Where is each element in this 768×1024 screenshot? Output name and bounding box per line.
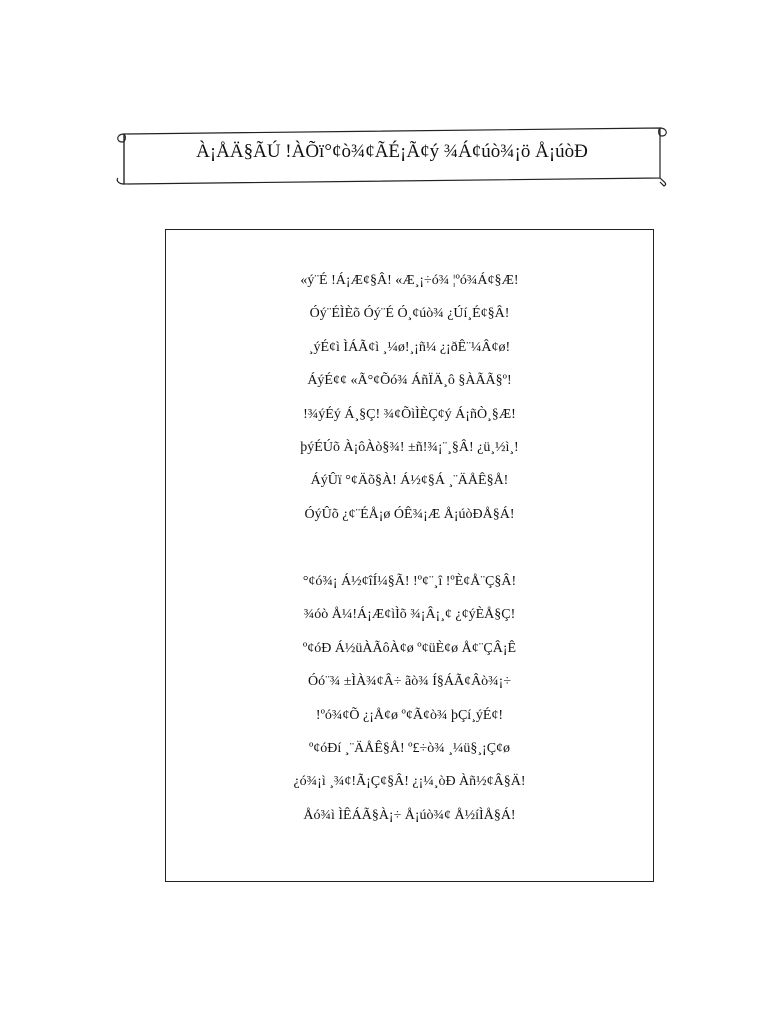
verse-box <box>165 229 654 882</box>
verse-line: ÁýÉ¢¢ «Ã°¢Õó¾ ÁñÏÄ¸ô §ÀÃÃ§º! <box>307 373 512 389</box>
verse-line: «ý¨É !Á¡Æ¢§Â! «Æ¸¡÷ó¾ ¦ºó¾Á¢§Æ! <box>300 273 519 288</box>
verse-line: þýÉÚõ À¡ôÀò§¾! ±ñ!¾¡¨¸§Â! ¿ü¸½ì¸! <box>300 439 519 455</box>
verse-line: º¢óÐí ¸¨ÄÅÊ§Å! º£÷ò¾ ¸¼ü§¸¡Ç¢ø <box>308 740 511 756</box>
verse-line: ¸ýÉ¢ì ÌÁÃ¢ì ¸¼ø!¸¡ñ¼ ¿¡ðÊ¨¼Â¢ø! <box>308 339 511 355</box>
verse-line: !¾ýÉý Á¸§Ç! ¾¢ÕìÌÈÇ¢ý Á¡ñÒ¸§Æ! <box>303 406 516 422</box>
verse-line: º¢óÐ Á½üÀÃôÀ¢ø º¢üÈ¢ø Å¢¨ÇÂ¡Ê <box>302 640 517 656</box>
verse-line: ÓýÛõ ¿¢¨ÉÅ¡ø ÓÊ¾¡Æ Å¡úòÐÅ§Á! <box>304 506 515 522</box>
verse-line: !ºó¾¢Õ ¿¡Å¢ø º¢Ã¢ò¾ þÇí¸ýÉ¢! <box>315 707 504 723</box>
title-scroll-banner <box>112 122 672 190</box>
stanza-1 <box>166 264 653 531</box>
verse-line: Åó¾ì ÌÊÁÃ§À¡÷ Å¡úò¾¢ Å½íÌÅ§Á! <box>303 807 516 823</box>
verse-line: Óý¨ÉÌÈõ Óý¨É Ó¸¢úò¾ ¿Úí¸É¢§Â! <box>309 306 510 322</box>
verse-line: ¿ó¾¡ì ¸¾¢!Ã¡Ç¢§Â! ¿¡¼¸òÐ Àñ½¢Â§Ä! <box>293 774 526 790</box>
verse-line: ÁýÛï °¢Äõ§À! Á½¢§Á ¸¨ÄÅÊ§Å! <box>310 473 509 489</box>
verse-line: °¢ó¾¡ Á½¢îÍ¼§Ã! !º¢¨¸î !ºÈ¢Å¨Ç§Â! <box>302 574 517 589</box>
page-title: À¡ÅÄ§ÃÚ !ÀÕï°¢ò¾¢ÃÉ¡Ã¢ý ¾Á¢úò¾¡ö Å¡úòÐ <box>196 141 588 162</box>
verse-line: Óó¨¾ ±ÌÀ¾¢Â÷ ãò¾ Í§ÁÃ¢Âò¾¡÷ <box>307 674 512 690</box>
stanza-2 <box>166 565 653 832</box>
verse-line: ¾óò Å¼!Á¡Æ¢ìÌõ ¾¡Â¡¸¢ ¿¢ýÈÅ§Ç! <box>303 607 516 623</box>
